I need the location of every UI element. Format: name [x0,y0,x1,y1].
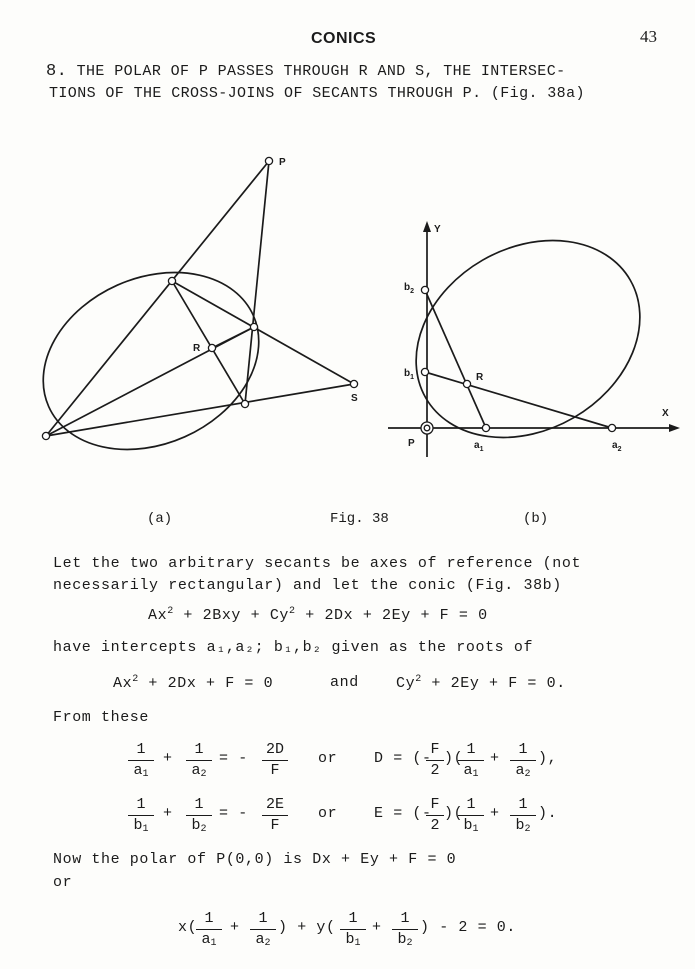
roots-and: and [330,674,359,691]
point-s-a [350,380,357,387]
fraction-1-over-b2: $\frac{1}{b_2}$ [510,796,536,839]
fraction-1-over-a2: $\frac{1}{a_2}$ [250,910,276,953]
polar-y: ) + y( [278,919,336,936]
fraction-1-over-b1: $\frac{1}{b_1}$ [340,910,366,953]
secant-line [46,161,269,436]
label-r-a: R [193,343,201,354]
fraction-1-over-b1: $\frac{1}{b_1}$ [458,796,484,839]
paragraph-line: Now the polar of P(0,0) is Dx + Ey + F = 0 [53,851,457,868]
conic-b [380,201,675,477]
figure-caption: Fig. 38 [330,511,389,527]
label-a1: $a_1$ [474,440,484,453]
point-a2 [608,424,615,431]
roots-equation-y: $Cy^2 + 2Ey + F = 0$. [396,674,566,692]
y-axis-arrow [423,221,431,232]
intersection-point [42,432,49,439]
e-lhs: E = (- [374,805,432,822]
section-title-2: TIONS OF THE CROSS-JOINS OF SECANTS THROUGH P. (Fig. 38a) [49,85,585,102]
fraction-1-over-a1: $\frac{1}{a_1}$ [128,741,154,784]
chord-line [425,372,612,428]
point-b2 [421,286,428,293]
point-r-b [463,380,470,387]
label-b1: $b_1$ [404,368,415,381]
cross-join [172,281,245,404]
fraction-1-over-a2: $\frac{1}{a_2}$ [186,741,212,784]
conic-a [15,240,287,483]
fraction-1-over-b2: $\frac{1}{b_2}$ [186,796,212,839]
plus-sign: + [163,750,173,767]
label-b2: $b_2$ [404,282,415,295]
polar-line [212,327,254,348]
equals-minus: = - [219,750,248,767]
label-a2: $a_2$ [612,440,622,453]
plus-sign: + [163,805,173,822]
or-word: or [318,750,338,767]
fraction-1-over-a1: $\frac{1}{a_1}$ [458,741,484,784]
polar-x: x( [178,919,198,936]
paren-mid: )( [444,750,464,767]
equals-minus: = - [219,805,248,822]
plus-sign: + [372,919,382,936]
fraction-f-over-2: $\frac{F}{2}$ [426,741,444,780]
secant-line [245,161,269,404]
close-comma: ), [538,750,558,767]
fraction-1-over-a2: $\frac{1}{a_2}$ [510,741,536,784]
intersection-point [241,400,248,407]
label-p-a: P [279,157,286,168]
fraction-1-over-a1: $\frac{1}{a_1}$ [196,910,222,953]
section-number: 8. [46,62,68,81]
fraction-f-over-2: $\frac{F}{2}$ [426,796,444,835]
x-axis-arrow [669,424,680,432]
paragraph-line: or [53,874,73,891]
label-r-b: R [476,372,484,383]
conic-equation: $Ax^2 + 2Bxy + Cy^2 + 2Dx + 2Ey + F = 0$ [148,606,488,624]
plus-sign: + [490,750,500,767]
label-p-b: P [408,438,415,449]
plus-sign: + [490,805,500,822]
or-word: or [318,805,338,822]
subfigure-label-a: (a) [147,511,173,527]
section-title-1: THE POLAR OF P PASSES THROUGH R AND S, THE INTERSEC- [76,63,566,80]
fraction-1-over-b2: $\frac{1}{b_2}$ [392,910,418,953]
point-p-a [265,157,272,164]
label-y: Y [434,224,441,235]
polar-end: ) - 2 = 0. [420,919,517,936]
origin-point-p-inner [424,425,430,431]
fraction-2e-over-f: $\frac{2E}{F}$ [262,796,288,835]
intersection-point [250,323,257,330]
close-dot: ). [538,805,558,822]
d-lhs: D = (- [374,750,432,767]
paragraph-line: have intercepts a₁,a₂; b₁,b₂ given as the roots of [53,639,534,656]
point-r-a [208,344,215,351]
paragraph-line: Let the two arbitrary secants be axes of reference (not [53,555,582,572]
roots-equation-x: $Ax^2 + 2Dx + F = 0$ [113,674,274,692]
running-header: CONICS [311,30,377,47]
intersection-point [168,277,175,284]
paragraph-line: From these [53,709,150,726]
paragraph-line: necessarily rectangular) and let the conic (Fig. 38b) [53,577,562,594]
plus-sign: + [230,919,240,936]
paren-mid: )( [444,805,464,822]
page-number: 43 [640,27,657,46]
label-x: X [662,408,669,419]
chord-line [425,290,486,428]
point-b1 [421,368,428,375]
fraction-2d-over-f: $\frac{2D}{F}$ [262,741,288,780]
point-a1 [482,424,489,431]
chord-line [172,281,354,384]
fraction-1-over-b1: $\frac{1}{b_1}$ [128,796,154,839]
label-s-a: S [351,393,358,404]
subfigure-label-b: (b) [523,511,549,527]
